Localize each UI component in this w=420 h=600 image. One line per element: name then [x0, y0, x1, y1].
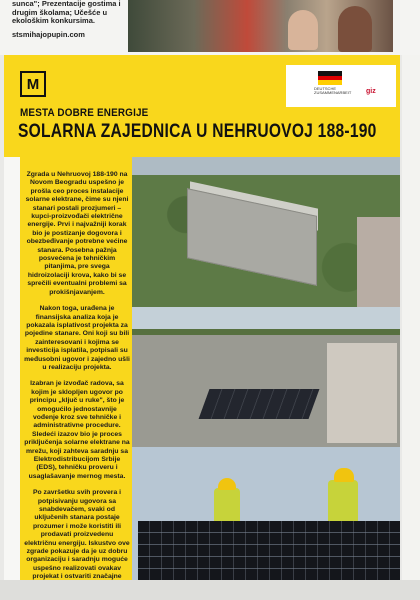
- poster-text-column: [20, 157, 134, 580]
- partner-logos: [286, 65, 396, 107]
- giz-logo: giz: [366, 88, 376, 95]
- next-panel-edge: [402, 55, 420, 600]
- poster-title: SOLARNA ZAJEDNICA U NEHRUOVOJ 188-190: [18, 121, 377, 142]
- partner-label: DEUTSCHE ZUSAMMENARBEIT: [314, 86, 352, 96]
- previous-panel-photo: [128, 0, 393, 52]
- paragraph: Zgrada u Nehruovoj 188-190 na Novom Beogradu uspešno je prošla ceo proces instalacije solarne elektrane, čime su njeni stanari postali prozjumeri – kupci-proizvođači električne energije. Prvi i najvažniji korak bio je postizanje dogovora i obezbeđivanje potrebne većine stanara. Posebna pažnja posvećena je tehničkim pitanjima, pre svega hidroizolaciji krova, kako bi se sprečili eventualni problemi sa prokišnjavanjem.: [25, 171, 129, 296]
- person-figure: [288, 10, 318, 50]
- aerial-building-photo: [132, 157, 400, 307]
- previous-panel-text: sunca"; Prezentacije gostima i drugim školama; Učešće u ekološkim konkursima.: [12, 0, 121, 26]
- panel-installation-photo: [132, 447, 400, 580]
- paragraph: Izabran je izvođač radova, sa kojim je sklopljen ugovor po principu „ključ u ruke", što je omogućilo jednostavnije vođenje kroz sve tehničke i administrativne procedure. Sledeći izazov bio je proces priključenja solarne elektrane na mrežu, koji zahteva saradnju sa Elektrodistribucijom Srbije (EDS), tehničku proveru i usaglašavanje mernog mesta.: [24, 380, 130, 480]
- previous-panel-strip: [0, 0, 420, 55]
- poster-kicker: MESTA DOBRE ENERGIJE: [20, 107, 149, 119]
- paragraph: Nakon toga, urađena je finansijska analiza koja je pokazala isplativost projekta za pojedine stanare. Oni koji su bili zainteresovani i kojima se investicija isplatila, potpisali su međusobni ugovor i zajedno ušli u realizaciju projekta.: [24, 305, 130, 371]
- german-flag-icon: [318, 71, 342, 85]
- solar-community-poster: [4, 55, 400, 580]
- poster-logo: M: [20, 71, 46, 97]
- paragraph: Po završetku svih provera i potpisivanju ugovora sa snabdevačem, svaki od uključenih stanara postaje prozumer i može koristiti ili prodavati proizvedenu električnu energiju. Iskustvo ove zgrade pokazuje da je uz dobru organizaciju i saradnju moguće uspešno realizovati ovakav projekat i ostvariti značajne: [24, 489, 130, 581]
- school-website-text: stsmihajopupin.com: [12, 30, 85, 39]
- person-figure: [338, 6, 372, 52]
- floor-band: [0, 580, 420, 600]
- rooftop-panels-photo: [132, 307, 400, 447]
- poster-header: [4, 55, 400, 157]
